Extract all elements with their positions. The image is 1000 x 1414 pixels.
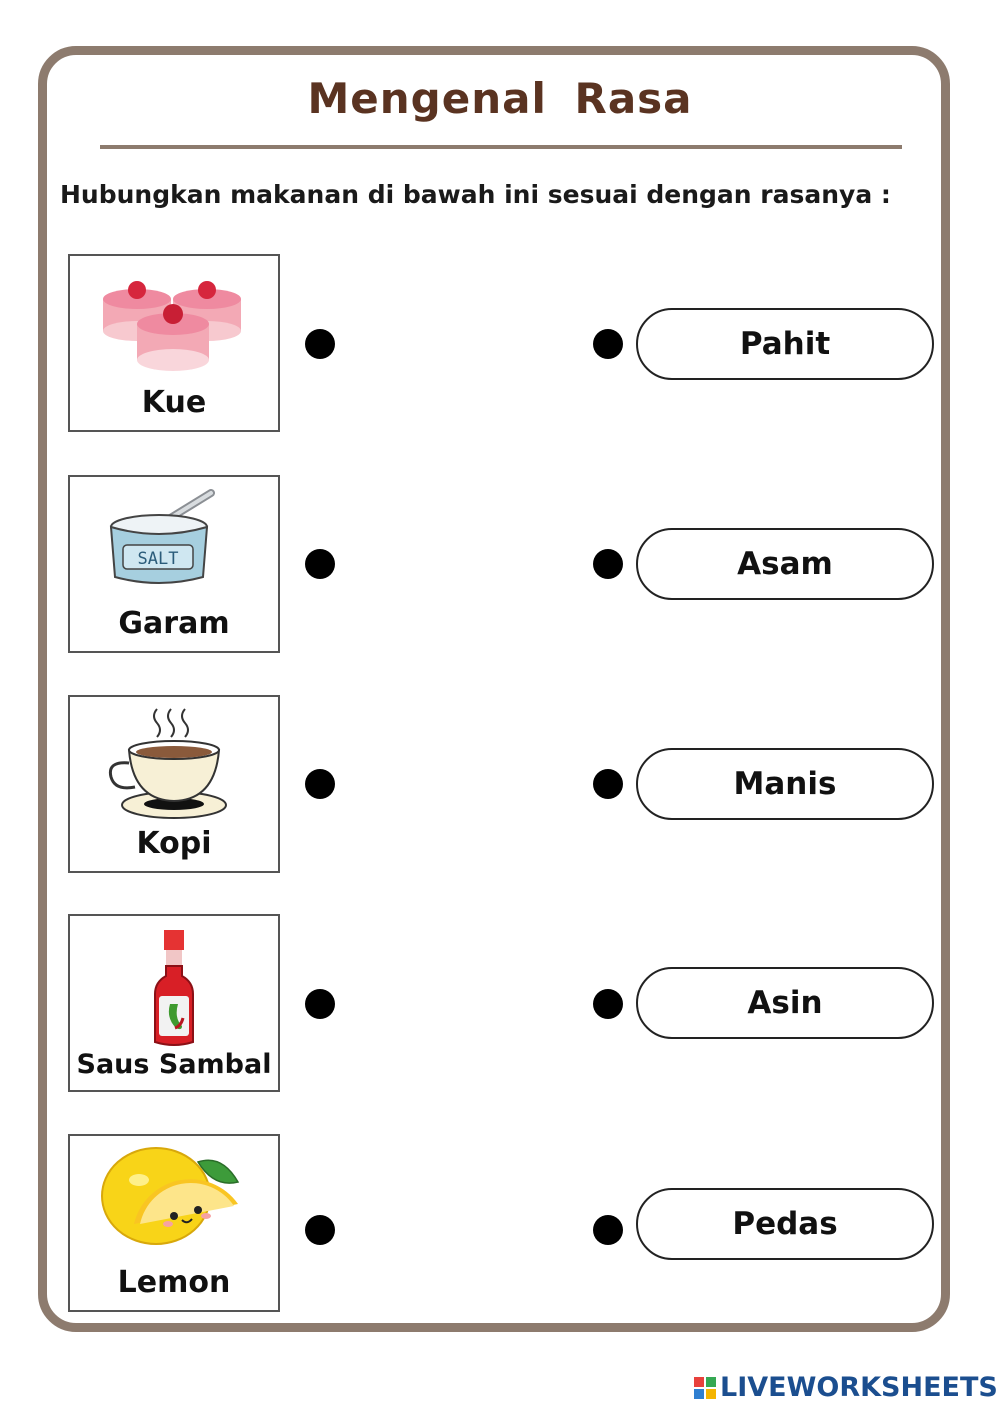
taste-option-pedas[interactable]: Pedas xyxy=(636,1188,934,1260)
food-card-lemon xyxy=(68,1134,280,1312)
match-dot-right-1[interactable] xyxy=(593,329,623,359)
taste-option-manis[interactable]: Manis xyxy=(636,748,934,820)
liveworksheets-logo-icon xyxy=(694,1377,716,1399)
salt-icon xyxy=(99,485,249,590)
food-card-kue xyxy=(68,254,280,432)
food-card-kopi xyxy=(68,695,280,873)
food-label: Garam xyxy=(118,606,230,641)
lemon-icon xyxy=(94,1144,254,1256)
liveworksheets-logo xyxy=(694,1372,998,1403)
taste-option-asin[interactable]: Asin xyxy=(636,967,934,1039)
match-dot-right-4[interactable] xyxy=(593,989,623,1019)
instruction-text: Hubungkan makanan di bawah ini sesuai dengan rasanya : xyxy=(60,180,891,209)
food-card-garam xyxy=(68,475,280,653)
cake-icon xyxy=(99,264,249,374)
match-dot-left-4[interactable] xyxy=(305,989,335,1019)
taste-option-asam[interactable]: Asam xyxy=(636,528,934,600)
liveworksheets-logo-text: LIVEWORKSHEETS xyxy=(720,1372,998,1403)
food-label: Kue xyxy=(141,385,207,420)
match-dot-left-2[interactable] xyxy=(305,549,335,579)
chili-sauce-icon xyxy=(99,924,249,1049)
match-dot-right-2[interactable] xyxy=(593,549,623,579)
match-dot-left-3[interactable] xyxy=(305,769,335,799)
match-dot-left-5[interactable] xyxy=(305,1215,335,1245)
match-dot-left-1[interactable] xyxy=(305,329,335,359)
salt-jar-text: SALT xyxy=(137,549,179,569)
coffee-icon xyxy=(99,705,249,823)
taste-option-pahit[interactable]: Pahit xyxy=(636,308,934,380)
match-dot-right-5[interactable] xyxy=(593,1215,623,1245)
title-divider xyxy=(100,145,902,149)
food-label: Kopi xyxy=(136,826,212,861)
food-card-saus-sambal xyxy=(68,914,280,1092)
food-label: Saus Sambal xyxy=(76,1049,272,1080)
food-label: Lemon xyxy=(117,1265,231,1300)
match-dot-right-3[interactable] xyxy=(593,769,623,799)
page-title: Mengenal Rasa xyxy=(307,74,693,123)
